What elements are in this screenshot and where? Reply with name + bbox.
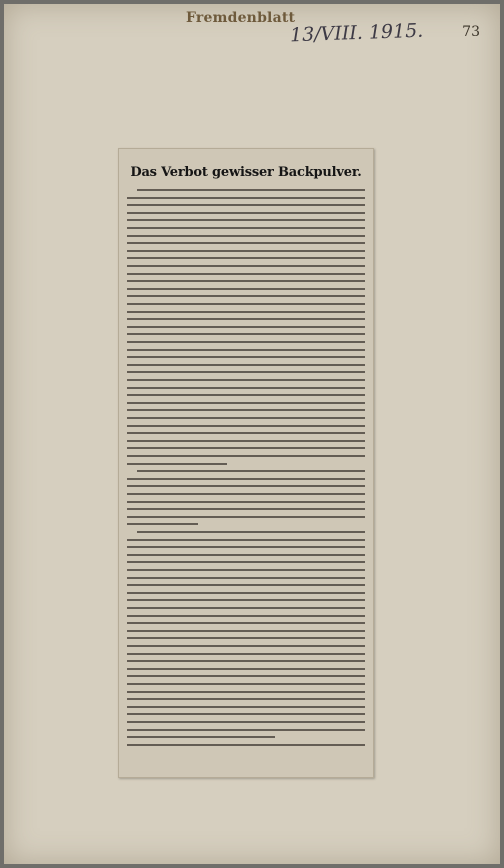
text-line: [127, 303, 365, 305]
text-line: [127, 592, 365, 594]
text-line: [127, 371, 365, 373]
text-line: [127, 615, 365, 617]
text-line: [127, 630, 365, 632]
text-line: [127, 516, 365, 518]
text-line: [127, 463, 227, 465]
text-line: [127, 204, 365, 206]
text-line: [127, 577, 365, 579]
text-line: [127, 736, 275, 738]
text-line: [127, 607, 365, 609]
text-line: [127, 523, 198, 525]
text-line: [127, 660, 365, 662]
text-line: [127, 478, 365, 480]
text-line: [127, 683, 365, 685]
text-line: [127, 455, 365, 457]
text-line: [127, 539, 365, 541]
text-line: [127, 197, 365, 199]
text-line: [127, 744, 365, 746]
text-line: [127, 212, 365, 214]
text-line: [127, 440, 365, 442]
article-title: Das Verbot gewisser Backpulver.: [130, 165, 362, 180]
text-line: [127, 698, 365, 700]
text-line: [127, 257, 365, 259]
text-line: [127, 265, 365, 267]
text-line: [127, 432, 365, 434]
text-line: [127, 706, 365, 708]
text-line: [127, 675, 365, 677]
text-line: [127, 409, 365, 411]
text-line: [127, 485, 365, 487]
text-line: [127, 653, 365, 655]
text-line: [127, 508, 365, 510]
text-line: [127, 501, 365, 503]
text-line: [127, 364, 365, 366]
text-line: [127, 622, 365, 624]
text-line: [127, 569, 365, 571]
text-line: [127, 713, 365, 715]
text-line: [127, 394, 365, 396]
text-line: [127, 379, 365, 381]
text-line: [127, 219, 365, 221]
text-line: [127, 668, 365, 670]
text-line: [127, 637, 365, 639]
article-text: [127, 189, 365, 767]
text-line: [127, 318, 365, 320]
text-line: [127, 546, 365, 548]
archive-page: [4, 4, 500, 864]
text-line: [127, 349, 365, 351]
newspaper-clipping: [118, 148, 374, 778]
text-line: [127, 425, 365, 427]
text-line: [127, 645, 365, 647]
text-line: [127, 341, 365, 343]
handwritten-date: 13/VIII. 1915.: [289, 19, 424, 47]
newspaper-stamp: Fremdenblatt: [186, 10, 296, 26]
text-line: [127, 599, 365, 601]
page-number: 73: [462, 24, 480, 40]
text-line: [127, 326, 365, 328]
text-line: [127, 447, 365, 449]
text-line: [127, 387, 365, 389]
text-line: [127, 721, 365, 723]
text-line: [127, 273, 365, 275]
text-line: [127, 288, 365, 290]
text-line: [127, 295, 365, 297]
text-line: [127, 250, 365, 252]
text-line: [127, 554, 365, 556]
text-line: [127, 235, 365, 237]
text-line: [127, 691, 365, 693]
text-line: [127, 280, 365, 282]
text-line: [137, 531, 365, 533]
text-line: [127, 356, 365, 358]
text-line: [127, 311, 365, 313]
text-line: [127, 242, 365, 244]
text-line: [127, 729, 365, 731]
text-line: [137, 189, 365, 191]
text-line: [127, 561, 365, 563]
text-line: [127, 333, 365, 335]
text-line: [127, 227, 365, 229]
text-line: [137, 470, 365, 472]
text-line: [127, 417, 365, 419]
text-line: [127, 402, 365, 404]
text-line: [127, 493, 365, 495]
text-line: [127, 584, 365, 586]
